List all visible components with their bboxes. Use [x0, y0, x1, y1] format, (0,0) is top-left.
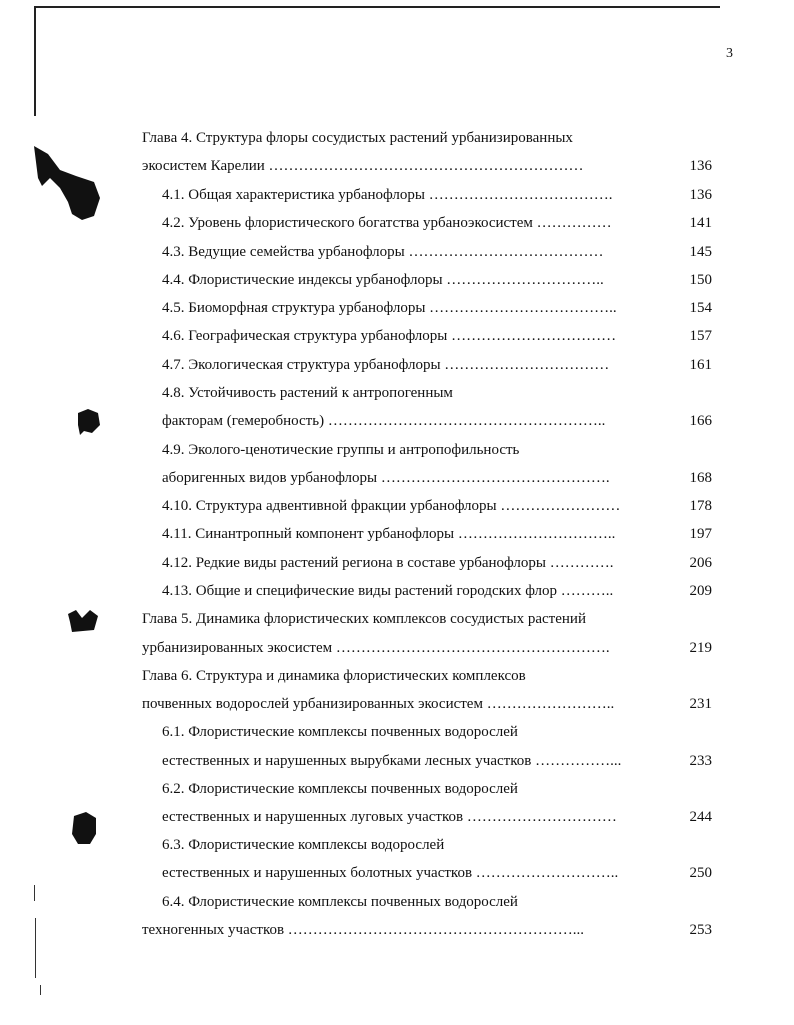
toc-item-4-13: 4.13. Общие и специфические виды растений городских флор ………..	[162, 583, 614, 599]
toc-ch6-page: 231	[689, 696, 712, 712]
toc-ch5-page: 219	[689, 640, 712, 656]
toc-item-4-10-page: 178	[689, 498, 712, 514]
toc-item-4-12-page: 206	[689, 555, 712, 571]
toc-item-4-9-line2: аборигенных видов урбанофлоры ……………………………………….	[162, 470, 610, 486]
toc-item-6-3-line2: естественных и нарушенных болотных участков ………………………..	[162, 865, 619, 881]
toc-item-4-9-page: 168	[689, 470, 712, 486]
toc-item-4-11: 4.11. Синантропный компонент урбанофлоры …………………………..	[162, 526, 616, 542]
toc-item-4-11-page: 197	[689, 526, 712, 542]
toc-item-4-2: 4.2. Уровень флористического богатства урбаноэкосистем ……………	[162, 215, 612, 231]
scan-mark-3	[40, 985, 41, 995]
toc-item-6-1-line2: естественных и нарушенных вырубками лесных участков ……………...	[162, 753, 622, 769]
toc-item-6-1-line1: 6.1. Флористические комплексы почвенных водорослей	[162, 724, 518, 740]
toc-item-4-6: 4.6. Географическая структура урбанофлоры ……………………………	[162, 328, 617, 344]
ink-blot-top	[30, 140, 102, 224]
toc-item-4-13-page: 209	[689, 583, 712, 599]
toc-item-4-3-page: 145	[689, 244, 712, 260]
toc-item-6-2-line2: естественных и нарушенных луговых участков …………………………	[162, 809, 617, 825]
scan-mark-1	[34, 885, 35, 901]
toc-ch4-title-line2: экосистем Карелии ………………………………………………………	[142, 158, 584, 174]
scan-mark-2	[35, 918, 36, 978]
toc-item-4-8-page: 166	[689, 413, 712, 429]
toc-item-4-7: 4.7. Экологическая структура урбанофлоры ……………………………	[162, 357, 610, 373]
toc-ch4-title-line1: Глава 4. Структура флоры сосудистых растений урбанизированных	[142, 130, 573, 146]
toc-item-4-10: 4.10. Структура адвентивной фракции урбанофлоры ……………………	[162, 498, 621, 514]
toc-item-6-4-line2: техногенных участков …………………………………………………...	[142, 922, 585, 938]
toc-item-4-1-page: 136	[689, 187, 712, 203]
ink-blot-2	[74, 405, 102, 437]
toc-item-4-4-page: 150	[689, 272, 712, 288]
toc-item-6-1-page: 233	[689, 753, 712, 769]
toc-ch6-title-line1: Глава 6. Структура и динамика флористических комплексов	[142, 668, 526, 684]
toc-item-6-3-line1: 6.3. Флористические комплексы водорослей	[162, 837, 445, 853]
toc-item-6-2-line1: 6.2. Флористические комплексы почвенных водорослей	[162, 781, 518, 797]
toc-item-4-8-line2: факторам (гемеробность) ………………………………………………..	[162, 413, 606, 429]
scan-border-top	[34, 6, 720, 8]
toc-item-4-1: 4.1. Общая характеристика урбанофлоры ……………………………….	[162, 187, 613, 203]
toc-item-4-9-line1: 4.9. Эколого-ценотические группы и антропофильность	[162, 442, 520, 458]
toc-item-4-7-page: 161	[689, 357, 712, 373]
toc-ch6-title-line2: почвенных водорослей урбанизированных экосистем ……………………..	[142, 696, 615, 712]
toc-ch4-page: 136	[689, 158, 712, 174]
scan-border-left	[34, 6, 36, 116]
toc-ch5-title-line1: Глава 5. Динамика флористических комплексов сосудистых растений	[142, 611, 586, 627]
toc-item-4-12: 4.12. Редкие виды растений региона в составе урбанофлоры ………….	[162, 555, 614, 571]
toc-item-6-2-page: 244	[689, 809, 712, 825]
page-number: 3	[726, 46, 733, 61]
toc-item-6-3-page: 250	[689, 865, 712, 881]
ink-blot-3	[66, 608, 100, 634]
toc-item-6-4-line1: 6.4. Флористические комплексы почвенных водорослей	[162, 894, 518, 910]
toc-item-4-6-page: 157	[689, 328, 712, 344]
toc-item-4-3: 4.3. Ведущие семейства урбанофлоры …………………………………	[162, 244, 604, 260]
toc-item-4-8-line1: 4.8. Устойчивость растений к антропогенным	[162, 385, 453, 401]
ink-blot-4	[68, 810, 98, 846]
toc-item-6-4-page: 253	[689, 922, 712, 938]
toc-item-4-2-page: 141	[689, 215, 712, 231]
toc-item-4-4: 4.4. Флористические индексы урбанофлоры …………………………..	[162, 272, 604, 288]
toc-item-4-5-page: 154	[689, 300, 712, 316]
toc-ch5-title-line2: урбанизированных экосистем ……………………………………………….	[142, 640, 610, 656]
toc-item-4-5: 4.5. Биоморфная структура урбанофлоры ………………………………..	[162, 300, 617, 316]
